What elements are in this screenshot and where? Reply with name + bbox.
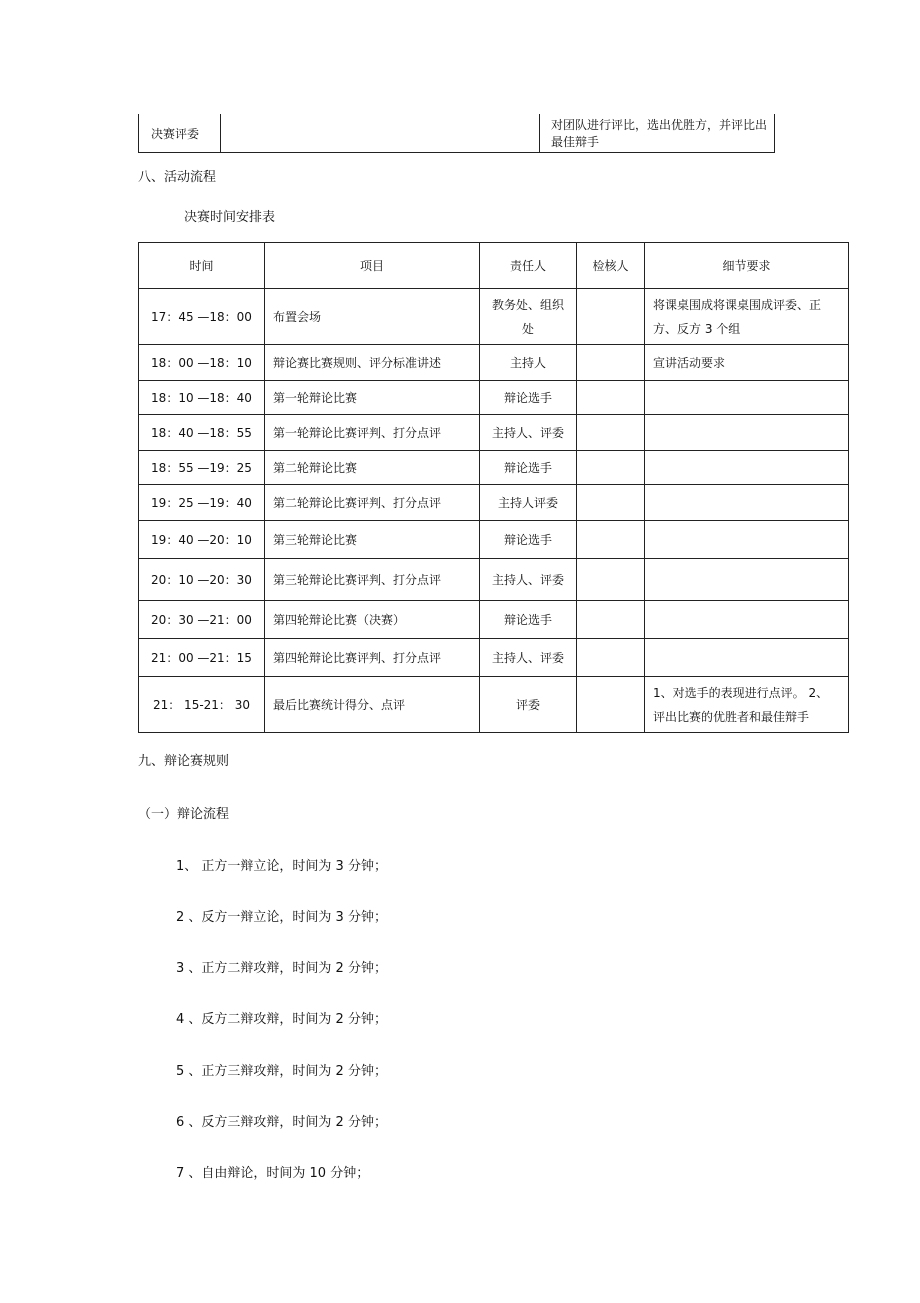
flow-step: 5 、正方三辩攻辩，时间为 2 分钟； [176, 1064, 387, 1079]
item-cell: 布置会场 [265, 289, 480, 345]
detail-cell: 将课桌围成将课桌围成评委、正方、反方 3 个组 [645, 289, 849, 345]
owner-cell: 主持人、评委 [480, 639, 577, 677]
detail-cell: 1、对选手的表现进行点评。 2、评出比赛的优胜者和最佳辩手 [645, 677, 849, 733]
checker-cell [577, 639, 645, 677]
item-cell: 第四轮辩论比赛评判、打分点评 [265, 639, 480, 677]
item-cell: 第一轮辩论比赛评判、打分点评 [265, 415, 480, 451]
owner-cell: 主持人、评委 [480, 415, 577, 451]
schedule-table [138, 242, 849, 733]
detail-cell [645, 485, 849, 521]
subsection-debate-flow-heading: （一）辩论流程 [138, 807, 230, 822]
time-cell: 20：30 —21：00 [139, 601, 265, 639]
section-8-heading: 八、活动流程 [138, 170, 217, 185]
header-time: 时间 [139, 243, 265, 289]
time-cell: 18：40 —18：55 [139, 415, 265, 451]
item-cell: 辩论赛比赛规则、评分标准讲述 [265, 345, 480, 381]
item-cell: 第一轮辩论比赛 [265, 381, 480, 415]
checker-cell [577, 451, 645, 485]
committee-role-cell: 决赛评委 [139, 114, 221, 152]
checker-cell [577, 415, 645, 451]
table-row [139, 559, 849, 601]
committee-duty-cell: 对团队进行评比，选出优胜方，并评比出最佳辩手 [551, 118, 768, 149]
time-cell: 21： 15-21： 30 [139, 677, 265, 733]
time-cell: 18：00 —18：10 [139, 345, 265, 381]
header-item: 项目 [265, 243, 480, 289]
time-cell: 18：55 —19：25 [139, 451, 265, 485]
table-row [139, 677, 849, 733]
flow-step: 4 、反方二辩攻辩，时间为 2 分钟； [176, 1012, 387, 1027]
item-cell: 最后比赛统计得分、点评 [265, 677, 480, 733]
committee-table-fragment [138, 114, 775, 153]
owner-cell: 评委 [480, 677, 577, 733]
header-detail: 细节要求 [645, 243, 849, 289]
header-owner: 责任人 [480, 243, 577, 289]
schedule-table-title: 决赛时间安排表 [184, 210, 276, 225]
table-row [139, 639, 849, 677]
owner-cell: 辩论选手 [480, 381, 577, 415]
time-cell: 18：10 —18：40 [139, 381, 265, 415]
item-cell: 第三轮辩论比赛 [265, 521, 480, 559]
item-cell: 第二轮辩论比赛评判、打分点评 [265, 485, 480, 521]
owner-cell: 教务处、组织处 [480, 289, 577, 345]
checker-cell [577, 345, 645, 381]
detail-cell [645, 381, 849, 415]
checker-cell [577, 521, 645, 559]
owner-cell: 辩论选手 [480, 451, 577, 485]
detail-cell: 宣讲活动要求 [645, 345, 849, 381]
checker-cell [577, 677, 645, 733]
detail-cell [645, 415, 849, 451]
checker-cell [577, 485, 645, 521]
detail-cell [645, 451, 849, 485]
item-cell: 第二轮辩论比赛 [265, 451, 480, 485]
detail-cell [645, 639, 849, 677]
checker-cell [577, 559, 645, 601]
time-cell: 19：25 —19：40 [139, 485, 265, 521]
flow-step: 2 、反方一辩立论，时间为 3 分钟； [176, 910, 387, 925]
owner-cell: 辩论选手 [480, 521, 577, 559]
time-cell: 19：40 —20：10 [139, 521, 265, 559]
table-row [139, 601, 849, 639]
flow-step: 6 、反方三辩攻辩，时间为 2 分钟； [176, 1115, 387, 1130]
detail-cell [645, 521, 849, 559]
section-9-heading: 九、辩论赛规则 [138, 754, 230, 769]
table-row [139, 521, 849, 559]
committee-empty-cell [221, 114, 540, 152]
table-row [139, 485, 849, 521]
flow-step: 1、 正方一辩立论，时间为 3 分钟； [176, 859, 387, 874]
schedule-header-row [139, 243, 849, 289]
item-cell: 第三轮辩论比赛评判、打分点评 [265, 559, 480, 601]
flow-step: 7 、自由辩论，时间为 10 分钟； [176, 1166, 370, 1181]
owner-cell: 主持人 [480, 345, 577, 381]
detail-cell [645, 601, 849, 639]
checker-cell [577, 381, 645, 415]
time-cell: 21：00 —21：15 [139, 639, 265, 677]
table-row [139, 415, 849, 451]
time-cell: 20：10 —20：30 [139, 559, 265, 601]
table-row [139, 451, 849, 485]
owner-cell: 主持人、评委 [480, 559, 577, 601]
checker-cell [577, 601, 645, 639]
flow-step: 3 、正方二辩攻辩，时间为 2 分钟； [176, 961, 387, 976]
owner-cell: 主持人评委 [480, 485, 577, 521]
checker-cell [577, 289, 645, 345]
table-row [139, 289, 849, 345]
owner-cell: 辩论选手 [480, 601, 577, 639]
item-cell: 第四轮辩论比赛（决赛） [265, 601, 480, 639]
table-row [139, 381, 849, 415]
header-checker: 检核人 [577, 243, 645, 289]
detail-cell [645, 559, 849, 601]
table-row [139, 345, 849, 381]
time-cell: 17：45 —18：00 [139, 289, 265, 345]
